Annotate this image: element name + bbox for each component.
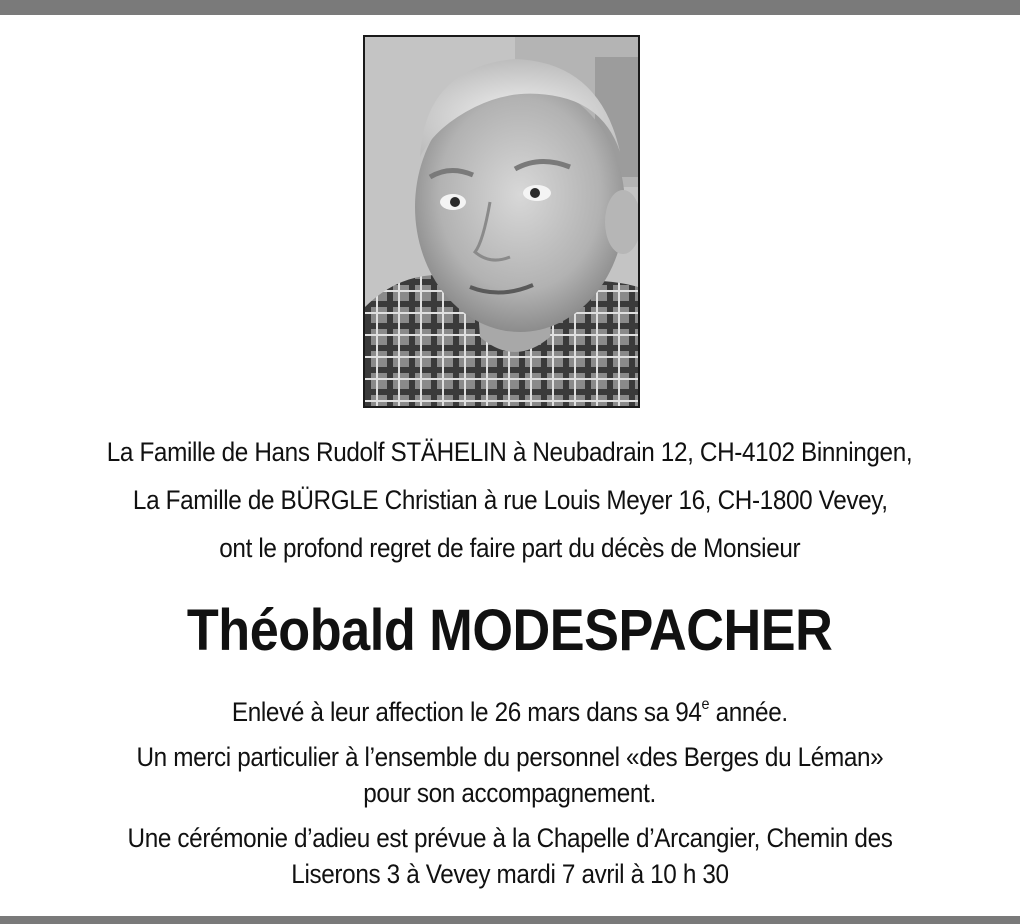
ceremony-line-1: Une cérémonie d’adieu est prévue à la Chapelle d’Arcangier, Chemin des xyxy=(127,823,893,853)
age-line-end: année. xyxy=(709,697,788,727)
age-line xyxy=(232,694,788,730)
deceased-name xyxy=(0,596,1020,666)
ceremony-line-2: Liserons 3 à Vevey mardi 7 avril à 10 h 30 xyxy=(291,859,729,889)
portrait-photo xyxy=(363,35,640,408)
portrait-image xyxy=(365,37,638,406)
intro-line-2: La Famille de BÜRGLE Christian à rue Louis Meyer 16, CH-1800 Vevey, xyxy=(132,485,888,515)
intro-block xyxy=(0,434,1020,566)
age-line-text: Enlevé à leur affection le 26 mars dans sa 94 xyxy=(232,697,702,727)
thanks-line-2: pour son accompagnement. xyxy=(363,778,657,808)
intro-line-1: La Famille de Hans Rudolf STÄHELIN à Neubadrain 12, CH-4102 Binningen, xyxy=(107,437,913,467)
deceased-name-text: Théobald MODESPACHER xyxy=(187,598,833,663)
age-superscript: e xyxy=(701,696,710,713)
top-rule xyxy=(0,0,1020,15)
bottom-rule xyxy=(0,916,1020,924)
intro-line-3: ont le profond regret de faire part du décès de Monsieur xyxy=(219,533,801,563)
details-block xyxy=(0,694,1020,892)
thanks-line-1: Un merci particulier à l’ensemble du personnel «des Berges du Léman» xyxy=(136,742,884,772)
